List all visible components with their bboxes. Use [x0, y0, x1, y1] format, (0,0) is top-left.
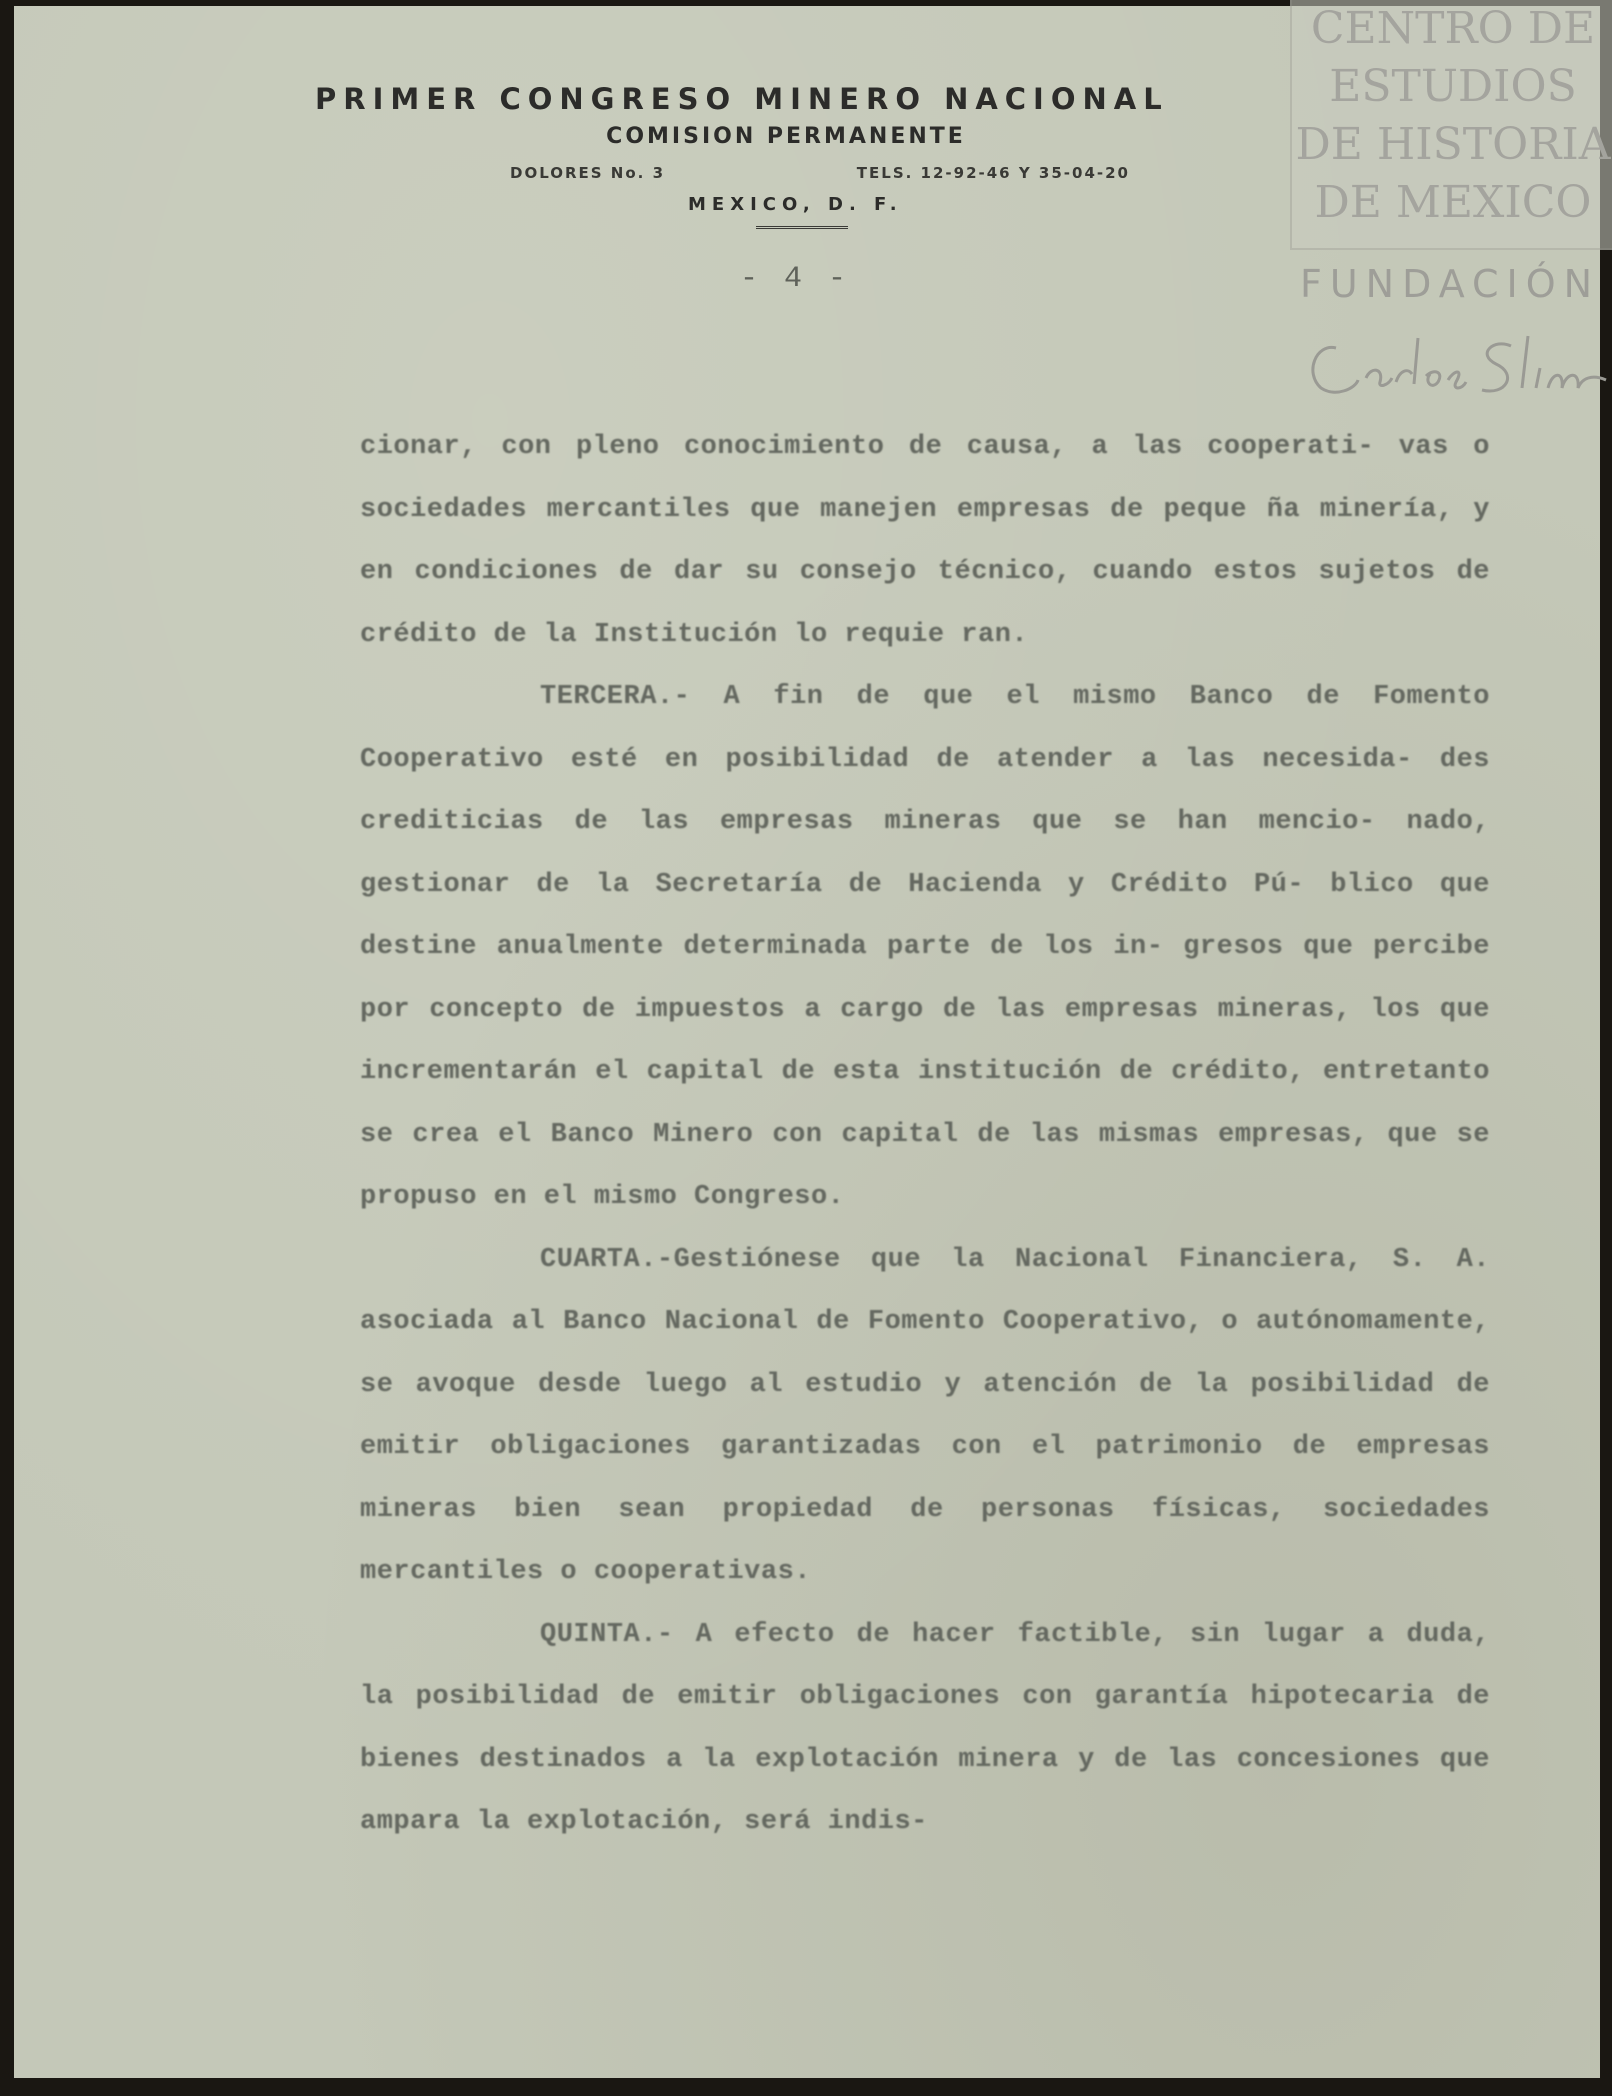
letter-body	[360, 416, 1490, 1854]
letterhead-subtitle: COMISION PERMANENTE	[606, 124, 966, 149]
paragraph-cuarta: CUARTA.-Gestiónese que la Nacional Financiera, S. A. asociada al Banco Nacional de Fomento Cooperativo, o autónomamente, se avoque desde luego al estudio y atención de la posibilidad de emitir obligaciones garantizadas con el patrimonio de empresas mineras bien sean propiedad de personas físicas, sociedades mercantiles o cooperativas.	[360, 1244, 1490, 1587]
letterhead-address: DOLORES No. 3	[510, 164, 666, 182]
letterhead-title: PRIMER CONGRESO MINERO NACIONAL	[315, 82, 1169, 116]
paragraph-quinta: QUINTA.- A efecto de hacer factible, sin lugar a duda, la posibilidad de emitir obligaciones con garantía hipotecaria de bienes destinados a la explotación minera y de las concesiones que ampara la explotación, será indis-	[360, 1619, 1490, 1837]
stamp-line-2: ESTUDIOS	[1329, 61, 1577, 112]
foundation-signature	[1296, 318, 1612, 408]
archive-stamp	[1290, 0, 1612, 250]
page-number: - 4 -	[740, 262, 851, 296]
letterhead-city: MEXICO, D. F.	[688, 194, 903, 215]
letterhead-divider	[756, 226, 848, 229]
letterhead-contact	[510, 164, 1130, 182]
paragraph-continuation: cionar, con pleno conocimiento de causa, a las cooperati- vas o sociedades mercantiles que manejen empresas de peque ña minería, y en condiciones de dar su consejo técnico, cuando estos sujetos de crédito de la Institución lo requie ran.	[360, 432, 1490, 650]
foundation-label: FUNDACIÓN	[1300, 262, 1601, 306]
stamp-line-1: CENTRO DE	[1310, 3, 1596, 54]
letterhead-phones: TELS. 12-92-46 Y 35-04-20	[856, 164, 1130, 182]
stamp-line-3: DE HISTORIA	[1295, 119, 1611, 170]
paragraph-tercera: TERCERA.- A fin de que el mismo Banco de Fomento Cooperativo esté en posibilidad de atender a las necesida- des crediticias de las empresas mineras que se han mencio- nado, gestionar de la Secretaría de Hacienda y Crédito Pú- blico que destine anualmente determinada parte de los in- gresos que percibe por concepto de impuestos a cargo de las empresas mineras, los que incrementarán el capital de esta institución de crédito, entretanto se crea el Banco Minero con capital de las mismas empresas, que se propuso en el mismo Congreso.	[360, 682, 1490, 1212]
stamp-line-4: DE MEXICO	[1314, 177, 1592, 228]
